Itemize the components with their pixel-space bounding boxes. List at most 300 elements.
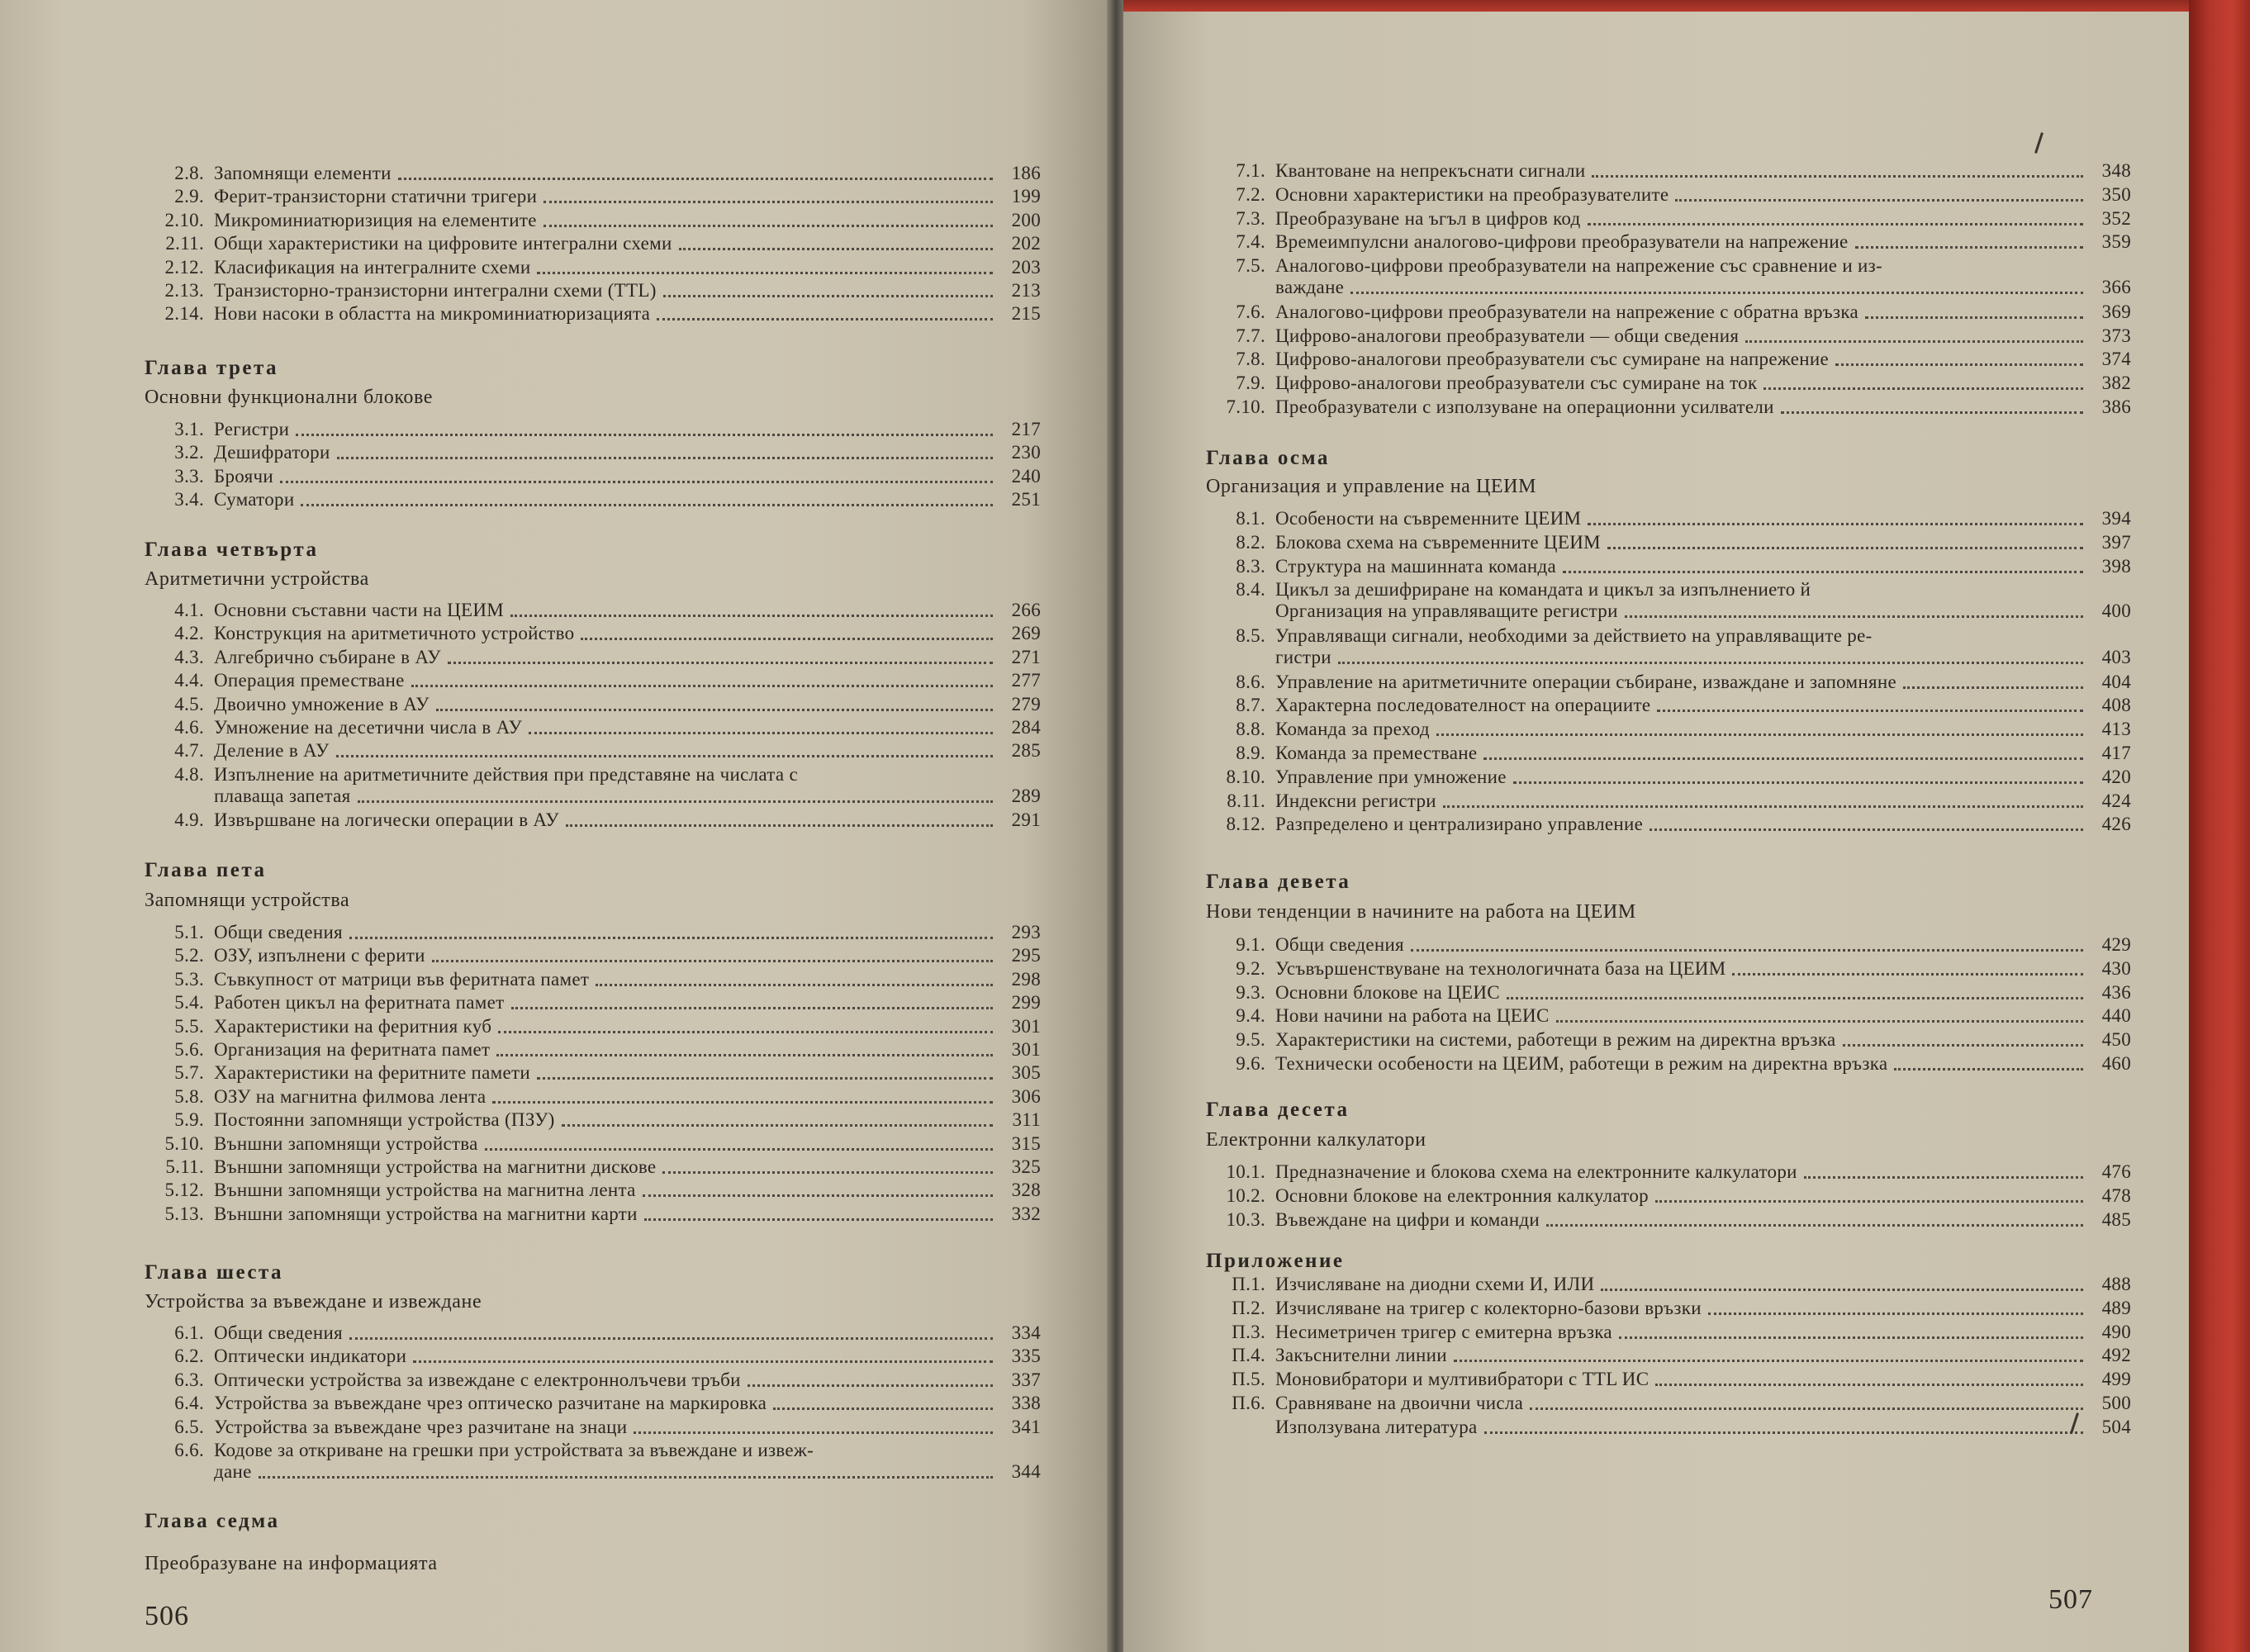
toc-entry-page: 344 xyxy=(1011,1461,1041,1482)
toc-entry-page: 269 xyxy=(1011,623,1041,644)
toc-entry xyxy=(145,1130,1041,1155)
dot-leader xyxy=(1436,727,2083,736)
dot-leader xyxy=(337,450,993,459)
toc-entry-number: 8.3. xyxy=(1236,555,1265,577)
toc-entry-continuation xyxy=(1275,643,2131,668)
toc-entry-title: Основни съставни части на ЦЕИМ xyxy=(214,600,505,620)
toc-entry-number: 5.10. xyxy=(164,1132,204,1154)
toc-entry-title: Кодове за откриване на грешки при устройствата за въвеждане и извеж- xyxy=(214,1440,814,1460)
toc-entry-page: 386 xyxy=(2101,396,2131,417)
toc-entry xyxy=(1206,1318,2131,1343)
dot-leader xyxy=(1781,405,2083,414)
toc-entry-title: Класификация на интегралните схеми xyxy=(214,256,531,278)
toc-entry-page: 492 xyxy=(2101,1345,2131,1366)
toc-entry xyxy=(1206,787,2131,812)
toc-entry-page: 403 xyxy=(2101,647,2131,667)
toc-entry-number: 8.11. xyxy=(1227,790,1265,811)
toc-entry xyxy=(145,183,1041,207)
dot-leader xyxy=(596,977,993,986)
toc-entry-title: Организация на феритната памет xyxy=(214,1039,491,1060)
right-toc-column xyxy=(1206,0,2131,1652)
toc-entry-page: 500 xyxy=(2101,1393,2131,1413)
toc-entry xyxy=(1206,1389,2131,1414)
dot-leader xyxy=(1507,990,2083,999)
toc-entry-title: Използувана литература xyxy=(1275,1416,1478,1437)
dot-leader xyxy=(413,1354,993,1363)
toc-entry-number: 8.2. xyxy=(1236,531,1265,553)
toc-entry-number: 5.3. xyxy=(174,968,204,990)
toc-entry-title: Цифрово-аналогови преобразуватели със сумиране на ток xyxy=(1275,373,1758,394)
toc-entry-number: 4.2. xyxy=(174,623,204,644)
dot-leader xyxy=(1675,192,2083,202)
toc-entry-page: 485 xyxy=(2101,1208,2131,1230)
dot-leader xyxy=(1903,680,2083,689)
dot-leader xyxy=(398,171,993,180)
toc-entry xyxy=(1206,345,2131,370)
chapter-heading: Глава седма xyxy=(145,1510,280,1532)
toc-entry-page: 397 xyxy=(2101,531,2131,553)
toc-entry-page: 424 xyxy=(2101,790,2131,811)
toc-entry-title: Технически особености на ЦЕИМ, работещи в режим на директна връзка xyxy=(1275,1053,1888,1074)
toc-entry-page: 436 xyxy=(2101,981,2131,1003)
toc-entry-number: 4.9. xyxy=(174,809,204,830)
toc-entry-title: Запомнящи елементи xyxy=(214,163,392,183)
toc-entry-number: 6.5. xyxy=(174,1416,204,1437)
toc-entry-number: 2.12. xyxy=(164,256,204,278)
toc-entry-number: 3.4. xyxy=(174,489,204,510)
toc-entry xyxy=(145,1389,1041,1414)
toc-entry-number: 2.14. xyxy=(164,303,204,325)
toc-entry-number: 7.8. xyxy=(1236,349,1265,370)
toc-entry xyxy=(145,1153,1041,1178)
toc-entry-title: Цифрово-аналогови преобразуватели — общи сведения xyxy=(1275,325,1740,346)
chapter-subtitle: Преобразуване на информацията xyxy=(145,1553,438,1574)
toc-entry-continuation xyxy=(1275,273,2131,298)
toc-entry-page: 305 xyxy=(1011,1062,1041,1084)
dot-leader xyxy=(349,930,993,939)
toc-entry-title: ОЗУ на магнитна филмова лента xyxy=(214,1085,487,1107)
toc-entry xyxy=(145,415,1041,440)
toc-entry-number: П.5. xyxy=(1232,1369,1265,1390)
toc-entry-title: Оптически устройства за извеждане с електроннолъчеви тръби xyxy=(214,1369,741,1390)
toc-entry-title: Общи характеристики на цифровите интегрални схеми xyxy=(214,233,672,254)
toc-entry-number: 4.7. xyxy=(174,740,204,762)
toc-entry xyxy=(1206,553,2131,577)
toc-entry-number: 4.8. xyxy=(174,763,204,785)
chapter-heading: Глава пета xyxy=(145,859,267,881)
toc-entry xyxy=(1206,369,2131,394)
toc-entry xyxy=(145,1366,1041,1391)
toc-entry-number: 5.12. xyxy=(164,1180,204,1201)
book-gutter xyxy=(1107,0,1125,1652)
toc-entry-page: 332 xyxy=(1011,1203,1041,1224)
toc-entry-title: Оптически индикатори xyxy=(214,1346,407,1367)
dot-leader xyxy=(773,1401,993,1410)
dot-leader xyxy=(358,794,993,803)
toc-entry xyxy=(145,691,1041,715)
toc-entry xyxy=(145,159,1041,184)
dot-leader xyxy=(1804,1170,2083,1179)
toc-entry-number: 6.2. xyxy=(174,1346,204,1367)
toc-entry-number: 8.1. xyxy=(1236,508,1265,529)
toc-entry-number: 4.3. xyxy=(174,646,204,667)
toc-entry-title: Закъснителни линии xyxy=(1275,1345,1447,1366)
toc-entry-page: 394 xyxy=(2101,508,2131,529)
chapter-heading: Глава трета xyxy=(145,357,279,379)
toc-entry-title: Общи сведения xyxy=(214,1322,343,1343)
toc-entry xyxy=(1206,529,2131,553)
toc-entry-number: П.3. xyxy=(1232,1321,1265,1342)
toc-entry-number: 7.5. xyxy=(1236,255,1265,277)
toc-entry-number: 6.6. xyxy=(174,1440,204,1460)
toc-entry-title: Суматори xyxy=(214,489,295,510)
toc-entry-title: Устройства за въвеждане чрез разчитане на знаци xyxy=(214,1416,628,1437)
toc-entry-number: 5.6. xyxy=(174,1039,204,1060)
dot-leader xyxy=(411,678,993,687)
toc-entry-page: 499 xyxy=(2101,1369,2131,1390)
toc-entry-page: 450 xyxy=(2101,1029,2131,1051)
dot-leader xyxy=(296,427,993,436)
toc-entry-number: П.6. xyxy=(1232,1393,1265,1413)
toc-entry-number: 5.4. xyxy=(174,992,204,1014)
toc-entry-number: 2.8. xyxy=(174,163,204,183)
toc-entry xyxy=(1206,205,2131,230)
dot-leader xyxy=(485,1142,993,1151)
toc-entry-number: 8.8. xyxy=(1236,719,1265,740)
dot-leader xyxy=(537,265,993,274)
toc-entry-page: 215 xyxy=(1011,303,1041,325)
toc-entry xyxy=(145,300,1041,325)
toc-entry-title: Изчисляване на диодни схеми И, ИЛИ xyxy=(1275,1274,1595,1294)
toc-entry-title: Моновибратори и мултивибратори с TTL ИС xyxy=(1275,1369,1650,1390)
dot-leader xyxy=(1655,1377,2083,1386)
toc-entry-number: 9.3. xyxy=(1236,981,1265,1003)
toc-entry-title-continued: гистри xyxy=(1275,647,1331,667)
toc-entry-number: 7.9. xyxy=(1236,373,1265,394)
toc-entry-title: Характеристики на системи, работещи в режим на директна връзка xyxy=(1275,1029,1836,1051)
toc-entry-number: П.4. xyxy=(1232,1345,1265,1366)
toc-entry-title: Аналогово-цифрови преобразуватели на напрежение със сравнение и из- xyxy=(1275,255,1882,277)
toc-entry-number: 4.1. xyxy=(174,600,204,620)
toc-entry xyxy=(1206,979,2131,1004)
toc-entry-page: 408 xyxy=(2101,695,2131,716)
toc-entry-title: Команда за преместване xyxy=(1275,743,1478,763)
toc-entry-number: 3.3. xyxy=(174,465,204,487)
toc-entry xyxy=(145,1200,1041,1225)
toc-entry-number: 5.13. xyxy=(164,1203,204,1224)
toc-entry xyxy=(145,806,1041,831)
chapter-subtitle: Нови тенденции в начините на работа на ЦЕИМ xyxy=(1206,901,1636,923)
toc-entry xyxy=(145,463,1041,487)
dot-leader xyxy=(1625,609,2083,618)
toc-entry-number: 8.10. xyxy=(1226,766,1265,787)
toc-entry-number: 7.1. xyxy=(1236,160,1265,181)
toc-entry-title: Микроминиатюризиция на елементите xyxy=(214,209,537,230)
toc-entry-page: 213 xyxy=(1011,280,1041,301)
toc-entry xyxy=(1206,157,2131,182)
dot-leader xyxy=(662,1165,993,1174)
toc-entry-number: 5.11. xyxy=(165,1156,204,1177)
toc-entry xyxy=(1206,668,2131,693)
toc-entry-page: 404 xyxy=(2101,671,2131,692)
dot-leader xyxy=(336,748,993,757)
dot-leader xyxy=(1443,799,2083,808)
left-page xyxy=(0,0,1111,1652)
dot-leader xyxy=(1894,1061,2083,1070)
toc-entry-page: 398 xyxy=(2101,555,2131,577)
toc-entry-title: Цикъл за дешифриране на командата и цикъл за изпълнението й xyxy=(1275,579,1811,601)
toc-entry-title: Умножение на десетични числа в АУ xyxy=(214,717,523,738)
dot-leader xyxy=(581,631,993,640)
toc-entry-number: 10.2. xyxy=(1226,1184,1265,1206)
toc-entry-number: 5.8. xyxy=(174,1085,204,1107)
toc-entry-continuation xyxy=(1275,597,2131,622)
toc-entry xyxy=(145,942,1041,966)
dot-leader xyxy=(1592,169,2083,178)
dot-leader xyxy=(1411,942,2083,952)
right-page xyxy=(1123,0,2189,1652)
toc-entry xyxy=(145,439,1041,463)
toc-entry-number: 5.2. xyxy=(174,945,204,966)
toc-entry xyxy=(145,1342,1041,1367)
toc-entry-page: 430 xyxy=(2101,957,2131,979)
toc-entry-number: 7.2. xyxy=(1236,183,1265,205)
toc-entry-page: 299 xyxy=(1011,992,1041,1014)
toc-entry-title: Нови начини на работа на ЦЕИС xyxy=(1275,1005,1550,1027)
toc-entry-number: 7.7. xyxy=(1236,325,1265,346)
toc-entry-page: 301 xyxy=(1011,1015,1041,1037)
dot-leader xyxy=(1484,1425,2083,1434)
dot-leader xyxy=(1454,1353,2083,1362)
chapter-heading: Приложение xyxy=(1206,1250,1345,1272)
chapter-heading: Глава десета xyxy=(1206,1099,1350,1121)
toc-entry xyxy=(1206,393,2131,418)
toc-entry xyxy=(1206,1341,2131,1366)
toc-entry-title: Изчисляване на тригер с колекторно-базови връзки xyxy=(1275,1297,1702,1318)
dot-leader xyxy=(1530,1401,2083,1410)
toc-entry-page: 200 xyxy=(1011,209,1041,230)
toc-entry-page: 285 xyxy=(1011,740,1041,762)
dot-leader xyxy=(566,818,993,827)
toc-entry-number: 6.1. xyxy=(174,1322,204,1343)
toc-entry-title: Операция преместване xyxy=(214,670,405,691)
toc-entry-page: 478 xyxy=(2101,1184,2131,1206)
toc-entry-title: Аналогово-цифрови преобразуватели на напрежение с обратна връзка xyxy=(1275,301,1858,322)
toc-entry xyxy=(145,737,1041,762)
toc-entry-page: 426 xyxy=(2101,814,2131,835)
dot-leader xyxy=(301,497,993,506)
chapter-subtitle: Аритметични устройства xyxy=(145,568,369,590)
chapter-subtitle: Организация и управление на ЦЕИМ xyxy=(1206,476,1537,497)
dot-leader xyxy=(679,241,993,250)
toc-entry-page: 271 xyxy=(1011,646,1041,667)
toc-entry-page: 293 xyxy=(1011,922,1041,942)
dot-leader xyxy=(1657,703,2083,712)
dot-leader xyxy=(657,311,993,320)
chapter-subtitle: Основни функционални блокове xyxy=(145,387,434,408)
toc-entry-page: 335 xyxy=(1011,1346,1041,1367)
dot-leader xyxy=(544,218,993,227)
toc-entry-page: 366 xyxy=(2101,277,2131,298)
toc-entry-title: Предназначение и блокова схема на електронните калкулатори xyxy=(1275,1161,1797,1182)
toc-entry-page: 202 xyxy=(1011,233,1041,254)
toc-entry-number: 8.6. xyxy=(1236,671,1265,692)
dot-leader xyxy=(1865,310,2083,319)
toc-entry-title: Транзисторно-транзисторни интегрални схеми (TTL) xyxy=(214,280,657,301)
toc-entry xyxy=(145,230,1041,254)
dot-leader xyxy=(1745,334,2083,343)
toc-entry-number: 3.2. xyxy=(174,442,204,463)
toc-entry-page: 315 xyxy=(1011,1132,1041,1154)
toc-entry xyxy=(1206,763,2131,788)
dot-leader xyxy=(544,194,993,203)
chapter-subtitle: Устройства за въвеждане и извеждане xyxy=(145,1291,482,1313)
toc-entry-number: 7.4. xyxy=(1236,231,1265,253)
toc-entry-number: 9.6. xyxy=(1236,1053,1265,1074)
toc-entry-title-continued: важдане xyxy=(1275,277,1345,298)
toc-entry-title-continued: плаваща запетая xyxy=(214,785,351,806)
toc-entry xyxy=(1206,1365,2131,1390)
toc-entry-title: Постоянни запомнящи устройства (ПЗУ) xyxy=(214,1109,555,1131)
toc-entry-title: Несиметричен тригер с емитерна връзка xyxy=(1275,1321,1612,1342)
dot-leader xyxy=(349,1331,993,1340)
toc-entry-title: Алгебрично събиране в АУ xyxy=(214,646,441,667)
toc-entry-title: Общи сведения xyxy=(214,922,343,942)
toc-entry-number: П.1. xyxy=(1232,1274,1265,1294)
toc-entry-page: 203 xyxy=(1011,256,1041,278)
dot-leader xyxy=(643,1188,993,1197)
toc-entry xyxy=(145,1059,1041,1084)
toc-entry-page: 369 xyxy=(2101,301,2131,322)
toc-entry-number: 8.12. xyxy=(1226,814,1265,835)
dot-leader xyxy=(1588,516,2083,525)
toc-entry-number: 8.7. xyxy=(1236,695,1265,716)
toc-entry-number: 2.11. xyxy=(165,233,204,254)
toc-entry-page: 374 xyxy=(2101,349,2131,370)
toc-entry-title: Основни блокове на ЦЕИС xyxy=(1275,981,1500,1003)
toc-entry-page: 440 xyxy=(2101,1005,2131,1027)
chapter-heading: Глава девета xyxy=(1206,871,1351,893)
toc-entry-title: Сравняване на двоични числа xyxy=(1275,1393,1524,1413)
dot-leader xyxy=(1619,1330,2083,1339)
toc-entry xyxy=(1206,298,2131,323)
toc-entry-title: Управление на аритметичните операции събиране, изваждане и запомняне xyxy=(1275,671,1896,692)
toc-entry-page: 199 xyxy=(1011,186,1041,207)
toc-entry-page: 504 xyxy=(2101,1416,2131,1437)
toc-entry xyxy=(145,919,1041,943)
toc-entry-title: Индексни регистри xyxy=(1275,790,1436,811)
toc-entry-number: 5.1. xyxy=(174,922,204,942)
dot-leader xyxy=(511,1000,993,1009)
toc-entry-title: Времеимпулсни аналогово-цифрови преобразуватели на напрежение xyxy=(1275,231,1849,253)
toc-entry-page: 420 xyxy=(2101,766,2131,787)
toc-entry-number: 4.6. xyxy=(174,717,204,738)
toc-entry-title: Въвеждане на цифри и команди xyxy=(1275,1208,1540,1230)
dot-leader xyxy=(448,655,993,664)
toc-entry xyxy=(145,643,1041,668)
chapter-heading: Глава шеста xyxy=(145,1261,284,1284)
toc-entry-number: 10.1. xyxy=(1226,1161,1265,1182)
toc-entry xyxy=(145,1176,1041,1201)
toc-entry xyxy=(145,1413,1041,1438)
toc-entry-page: 400 xyxy=(2101,601,2131,622)
toc-entry xyxy=(145,1106,1041,1131)
toc-entry-number: 10.3. xyxy=(1226,1208,1265,1230)
toc-entry-page: 341 xyxy=(1011,1416,1041,1437)
toc-entry-page: 295 xyxy=(1011,945,1041,966)
toc-entry-page: 417 xyxy=(2101,743,2131,763)
toc-entry-title: Преобразуватели с използуване на операционни усилватели xyxy=(1275,396,1774,417)
toc-entry xyxy=(1206,1158,2131,1183)
dot-leader xyxy=(1763,381,2083,390)
toc-entry xyxy=(145,486,1041,510)
toc-entry-number: 4.5. xyxy=(174,693,204,714)
toc-entry-title: Особености на съвременните ЦЕИМ xyxy=(1275,508,1582,529)
toc-entry-title: Основни характеристики на преобразувателите xyxy=(1275,183,1669,205)
chapter-heading: Глава четвърта xyxy=(145,539,319,561)
toc-entry-title-continued: дане xyxy=(214,1461,252,1482)
toc-entry-page: 217 xyxy=(1011,419,1041,439)
toc-entry-title: Външни запомнящи устройства на магнитна лента xyxy=(214,1180,636,1201)
toc-entry-page: 298 xyxy=(1011,968,1041,990)
toc-entry-title: Структура на машинната команда xyxy=(1275,555,1556,577)
toc-entry-title: Съвкупност от матрици във феритната памет xyxy=(214,968,590,990)
dot-leader xyxy=(280,474,993,483)
toc-entry-title: Работен цикъл на феритната памет xyxy=(214,992,505,1014)
toc-entry-title: ОЗУ, изпълнени с ферити xyxy=(214,945,425,966)
toc-entry-page: 413 xyxy=(2101,719,2131,740)
toc-entry-title: Управление при умножение xyxy=(1275,766,1507,787)
toc-entry xyxy=(145,966,1041,990)
dot-leader xyxy=(1732,966,2083,976)
dot-leader xyxy=(748,1378,993,1387)
toc-entry-title: Общи сведения xyxy=(1275,934,1404,955)
chapter-heading: Глава осма xyxy=(1206,447,1330,469)
toc-entry-page: 338 xyxy=(1011,1393,1041,1414)
toc-entry-page: 488 xyxy=(2101,1274,2131,1294)
toc-entry-page: 186 xyxy=(1011,163,1041,183)
toc-entry-page: 359 xyxy=(2101,231,2131,253)
toc-entry-title: Разпределено и централизирано управление xyxy=(1275,814,1644,835)
dot-leader xyxy=(1607,540,2083,549)
toc-entry-title: Изпълнение на аритметичните действия при представяне на числата с xyxy=(214,763,798,785)
toc-entry-title: Характеристики на феритния куб xyxy=(214,1015,492,1037)
toc-entry xyxy=(1206,1050,2131,1075)
toc-entry xyxy=(1206,1002,2131,1027)
toc-entry-page: 291 xyxy=(1011,809,1041,830)
toc-entry xyxy=(145,1036,1041,1061)
toc-entry xyxy=(145,1013,1041,1037)
toc-entry-title: Двоично умножение в АУ xyxy=(214,693,430,714)
toc-entry-title: Деление в АУ xyxy=(214,740,330,762)
toc-entry-page: 325 xyxy=(1011,1156,1041,1177)
toc-entry-title: Управляващи сигнали, необходими за действието на управляващите ре- xyxy=(1275,625,1873,646)
dot-leader xyxy=(663,288,993,297)
dot-leader xyxy=(498,1024,993,1033)
toc-entry xyxy=(1206,1270,2131,1295)
toc-entry-title: Усъвършенствуване на технологичната база на ЦЕИМ xyxy=(1275,957,1726,979)
dot-leader xyxy=(1588,216,2083,225)
toc-entry-page: 240 xyxy=(1011,465,1041,487)
toc-entry xyxy=(1206,955,2131,980)
toc-entry-number: 2.13. xyxy=(164,280,204,301)
toc-entry-title: Основни блокове на електронния калкулатор xyxy=(1275,1184,1649,1206)
toc-entry-page: 373 xyxy=(2101,325,2131,346)
toc-entry-page: 348 xyxy=(2101,160,2131,181)
page-number-left: 506 xyxy=(145,1601,189,1631)
dot-leader xyxy=(492,1094,993,1104)
toc-entry xyxy=(1206,1206,2131,1231)
